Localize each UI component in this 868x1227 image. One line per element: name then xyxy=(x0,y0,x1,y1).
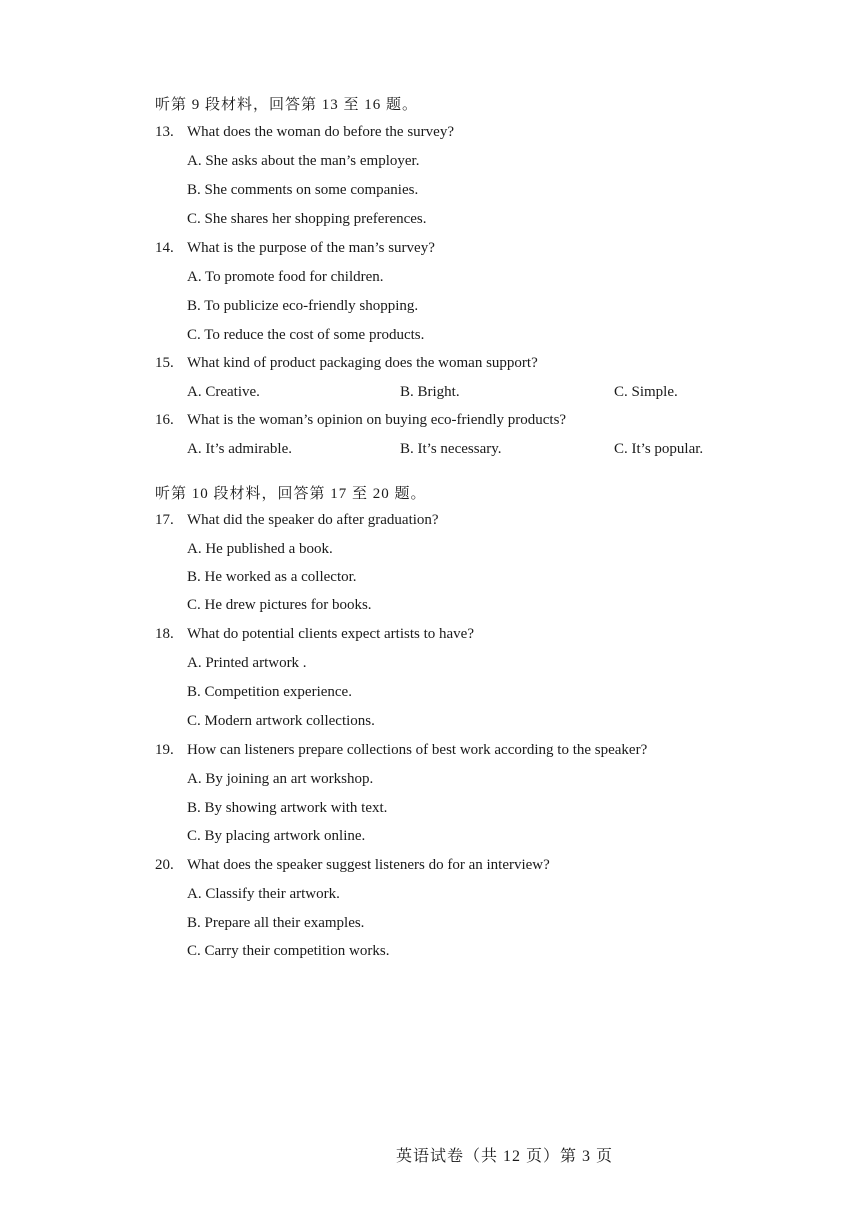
option-a: A. By joining an art workshop. xyxy=(187,771,374,787)
option-a: A. Printed artwork . xyxy=(187,655,307,671)
question-number: 17. xyxy=(155,512,174,528)
option-a: A. Creative. xyxy=(187,384,260,400)
question-text: What does the speaker suggest listeners do for an interview? xyxy=(187,857,550,873)
option-b: B. She comments on some companies. xyxy=(187,182,419,198)
option-a: A. It’s admirable. xyxy=(187,441,292,457)
option-b: B. To publicize eco-friendly shopping. xyxy=(187,298,419,314)
section-header-9: 听第 9 段材料，回答第 13 至 16 题。 xyxy=(155,97,419,113)
question-number: 16. xyxy=(155,412,174,428)
option-b: B. It’s necessary. xyxy=(400,441,502,457)
option-b: B. Competition experience. xyxy=(187,684,352,700)
option-c: C. To reduce the cost of some products. xyxy=(187,327,425,343)
option-a: A. She asks about the man’s employer. xyxy=(187,153,420,169)
option-b: B. He worked as a collector. xyxy=(187,569,357,585)
question-number: 14. xyxy=(155,240,174,256)
question-text: How can listeners prepare collections of best work according to the speaker? xyxy=(187,742,648,758)
section-header-10: 听第 10 段材料，回答第 17 至 20 题。 xyxy=(155,486,427,502)
option-c: C. Carry their competition works. xyxy=(187,943,390,959)
question-number: 15. xyxy=(155,355,174,371)
option-a: A. Classify their artwork. xyxy=(187,886,340,902)
option-c: C. By placing artwork online. xyxy=(187,828,366,844)
option-c: C. It’s popular. xyxy=(614,441,704,457)
question-number: 18. xyxy=(155,626,174,642)
question-number: 13. xyxy=(155,124,174,140)
question-text: What is the woman’s opinion on buying eco-friendly products? xyxy=(187,412,567,428)
question-text: What does the woman do before the survey? xyxy=(187,124,454,140)
option-c: C. She shares her shopping preferences. xyxy=(187,211,427,227)
option-a: A. To promote food for children. xyxy=(187,269,384,285)
option-c: C. Modern artwork collections. xyxy=(187,713,375,729)
question-text: What kind of product packaging does the woman support? xyxy=(187,355,538,371)
option-b: B. Bright. xyxy=(400,384,460,400)
option-a: A. He published a book. xyxy=(187,541,333,557)
option-b: B. Prepare all their examples. xyxy=(187,915,365,931)
option-c: C. Simple. xyxy=(614,384,678,400)
page-footer: 英语试卷（共 12 页）第 3 页 xyxy=(396,1148,614,1165)
option-c: C. He drew pictures for books. xyxy=(187,597,372,613)
question-text: What do potential clients expect artists to have? xyxy=(187,626,474,642)
option-b: B. By showing artwork with text. xyxy=(187,800,388,816)
question-text: What is the purpose of the man’s survey? xyxy=(187,240,435,256)
question-number: 20. xyxy=(155,857,174,873)
question-number: 19. xyxy=(155,742,174,758)
question-text: What did the speaker do after graduation? xyxy=(187,512,439,528)
